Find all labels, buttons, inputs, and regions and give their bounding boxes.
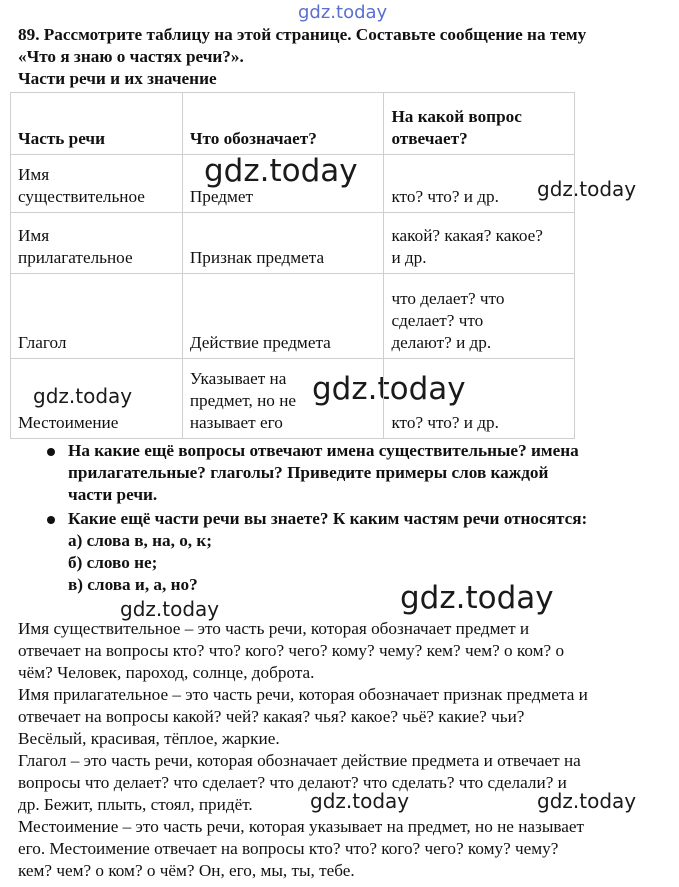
bullet-icon [47, 516, 55, 524]
header-cell: На какой вопрос отвечает? [384, 93, 575, 155]
answer-line: чём? Человек, пароход, солнце, доброта. [18, 663, 315, 682]
question-line: в) слова и, а, но? [68, 575, 198, 594]
table-cell: Глагол [11, 274, 183, 359]
table-cell: какой? какая? какое? и др. [384, 213, 575, 274]
question-line: б) слово не; [68, 553, 158, 572]
table-cell: Указывает на предмет, но не называет его [182, 359, 384, 439]
answer-line: отвечает на вопросы кто? что? кого? чего? кому? чему? кем? чем? о ком? о [18, 641, 565, 660]
watermark: gdz.today [537, 177, 637, 201]
answer-line: Глагол – это часть речи, которая обозначает действие предмета и отвечает на [18, 751, 581, 770]
question-line: части речи. [68, 485, 158, 504]
table-row [11, 155, 575, 213]
answer-line: Имя прилагательное – это часть речи, которая обозначает признак предмета и [18, 685, 588, 704]
table-row [11, 359, 575, 439]
table-cell: Действие предмета [182, 274, 384, 359]
watermark: gdz.today [33, 384, 133, 408]
answer-line: кем? чем? о ком? о чём? Он, его, мы, ты, тебе. [18, 861, 355, 880]
answer-line: Весёлый, красивая, тёплое, жаркие. [18, 729, 280, 748]
table-row [11, 213, 575, 274]
answer-line: его. Местоимение отвечает на вопросы кто? что? кого? чего? кому? чему? [18, 839, 559, 858]
watermark: gdz.today [537, 789, 637, 813]
task-title-line: «Что я знаю о частях речи?». [18, 47, 244, 66]
watermark: gdz.today [400, 580, 554, 616]
watermark: gdz.today [298, 2, 388, 23]
table-cell: Местоимение [11, 359, 183, 439]
question-line: Какие ещё части речи вы знаете? К каким частям речи относятся: [68, 509, 588, 528]
answer-line: др. Бежит, плыть, стоял, придёт. [18, 795, 253, 814]
question-line: прилагательные? глаголы? Приведите примеры слов каждой [68, 463, 549, 482]
table-cell: Предмет [182, 155, 384, 213]
watermark: gdz.today [310, 789, 410, 813]
table-cell: Имя прилагательное [11, 213, 183, 274]
bullet-icon [47, 448, 55, 456]
table-header-row [11, 93, 575, 155]
watermark: gdz.today [120, 597, 220, 621]
question-line: а) слова в, на, о, к; [68, 531, 213, 550]
answer-line: Местоимение – это часть речи, которая указывает на предмет, но не называет [18, 817, 585, 836]
answer-line: вопросы что делает? что сделает? что делают? что сделать? что сделали? и [18, 773, 567, 792]
task-title-line: 89. Рассмотрите таблицу на этой странице. Составьте сообщение на тему [18, 25, 587, 44]
watermark: gdz.today [312, 371, 466, 407]
table-caption: Части речи и их значение [18, 69, 217, 88]
answer-line: Имя существительное – это часть речи, которая обозначает предмет и [18, 619, 530, 638]
parts-of-speech-table [10, 92, 575, 439]
table-row [11, 274, 575, 359]
table-cell: кто? что? и др. [384, 359, 575, 439]
header-cell: Что обозначает? [182, 93, 384, 155]
table-cell: что делает? что сделает? что делают? и др. [384, 274, 575, 359]
answer-line: отвечает на вопросы какой? чей? какая? чья? какое? чьё? какие? чьи? [18, 707, 525, 726]
header-cell: Часть речи [11, 93, 183, 155]
watermark: gdz.today [204, 153, 358, 189]
table-cell: кто? что? и др. [384, 155, 575, 213]
question-line: На какие ещё вопросы отвечают имена существительные? имена [68, 441, 579, 460]
table-cell: Имя существительное [11, 155, 183, 213]
table-cell: Признак предмета [182, 213, 384, 274]
